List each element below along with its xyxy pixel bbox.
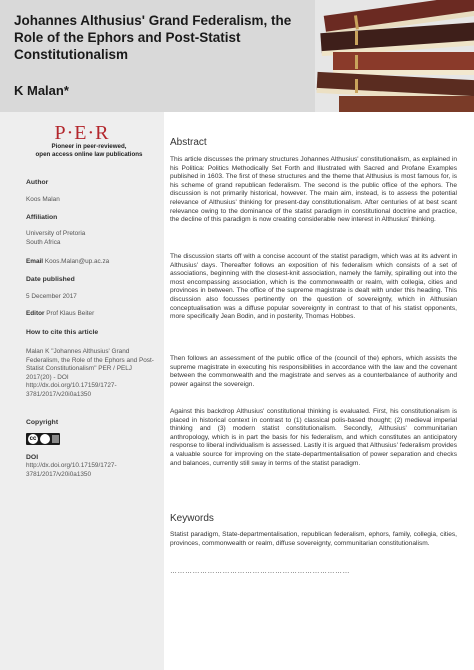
doi-label: DOI (26, 454, 39, 461)
abstract-paragraph-1: This article discusses the primary structures Johannes Althusius' constitutionalism, as explained in his Politica: Politics Methodically Set Forth and Illustrated with Sacred and Profane Examples published in 1603. The first of these structures and the theme that Althusius is most famous for, is his scheme of grand republican federalism. The second is the public office of the ephors. The discussion is not primarily historical, however. The main aim, instead, is to assess the potential relevance of Althusius' thinking for present-day constitutionalism. After centuries of at best scant relevance owing to the dominance of the statist paradigm in constitutional doctrine and practice, the decline of this paradigm is now creating considerable new interest in Althusius' thinking. (170, 156, 457, 224)
separator-dots: ……………………………………………………………… (170, 568, 350, 575)
logo-tagline: Pioneer in peer-reviewed, open access online law publications (35, 143, 143, 158)
abstract-paragraph-2: The discussion starts off with a concise account of the statist paradigm, which was at its advent in Althusius' days. Thereafter follows an exposition of his federalism which consists of a set of associations, beginning with the closest-knit association, namely the family, spiralling out into the most encompassing association, which is the commonwealth or realm, with collegia, cities and provinces in between. The office of the supreme magistrate is dealt with under this heading. This discussion also focusses pertinently on the question of sovereignty, which in Althusian conceptualisation was a diffuse popular sovereignty in contrast to that of his statist opponents, more specifically Jean Bodin, and in posterity, Thomas Hobbes. (170, 253, 457, 321)
cite-label: How to cite this article (26, 329, 99, 336)
header-banner (0, 0, 474, 112)
date-label: Date published (26, 276, 75, 283)
author-name: K Malan* (14, 83, 69, 98)
abstract-paragraph-4: Against this backdrop Althusius' constitutional thinking is evaluated. First, his constitutionalism is placed in historical context in contrast to (1) classical polis-based thought; (2) medieval imperial thinking and (3) modern statist constitutionalism. Secondly, Althusius' communitarian anthropology, which is in part the basis for his federalism, and which constitutes an anticipatory response to liberal individualism is assessed. Lastly it is argued that Althusius' federalism provides a valuable source for improving on the state-departmentalisation of power separation and checks and balances, currently still sway in terms of the statist paradigm. (170, 408, 457, 467)
keywords-heading: Keywords (170, 513, 214, 524)
editor-row (26, 310, 94, 317)
abstract-heading: Abstract (170, 137, 207, 148)
cc-by-icon (40, 434, 50, 444)
cc-license-icon (52, 435, 59, 443)
author-label: Author (26, 179, 49, 186)
per-logo: P·E·R (54, 122, 110, 144)
author-value: Koos Malan (26, 196, 60, 203)
editor-label: Editor (26, 310, 45, 317)
books-image (315, 0, 474, 112)
abstract-paragraph-3: Then follows an assessment of the public office of the (council of the) ephors, which assists the supreme magistrate in executing his responsibilities in accordance with the law and the covenant between the commonwealth and the magistrate and serves as a counterbalance of authority and power against the sovereign. (170, 355, 457, 388)
keywords-text: Statist paradigm, State-departmentalisation, republican federalism, ephors, family, collegia, cities, provinces, commonwealth or realm, diffuse sovereignty, communitarian constitutionalism. (170, 531, 457, 547)
cite-value: Malan K "Johannes Althusius' Grand Federalism, the Role of the Ephors and Post-Statist Constitutionalism" PER / PELJ 2017(20) - DOI http://dx.doi.org/10.17159/1727-3781/2017/v20i0a1350 (26, 348, 154, 398)
email-label: Email (26, 258, 44, 265)
date-value: 5 December 2017 (26, 293, 77, 300)
affiliation-value: University of Pretoria South Africa (26, 230, 86, 246)
doi-link[interactable]: http://dx.doi.org/10.17159/1727-3781/2017/v20i0a1350 (26, 462, 117, 478)
cc-circle-icon: cc (29, 436, 37, 442)
editor-value: Prof Klaus Beiter (46, 310, 95, 317)
affiliation-label: Affiliation (26, 214, 58, 221)
creative-commons-icon[interactable] (26, 433, 60, 445)
copyright-label: Copyright (26, 419, 59, 426)
email-link[interactable]: Koos.Malan@up.ac.za (44, 258, 110, 265)
article-title: Johannes Althusius' Grand Federalism, the Role of the Ephors and Post-Statist Constitutionalism (14, 13, 292, 62)
email-row (26, 258, 109, 265)
